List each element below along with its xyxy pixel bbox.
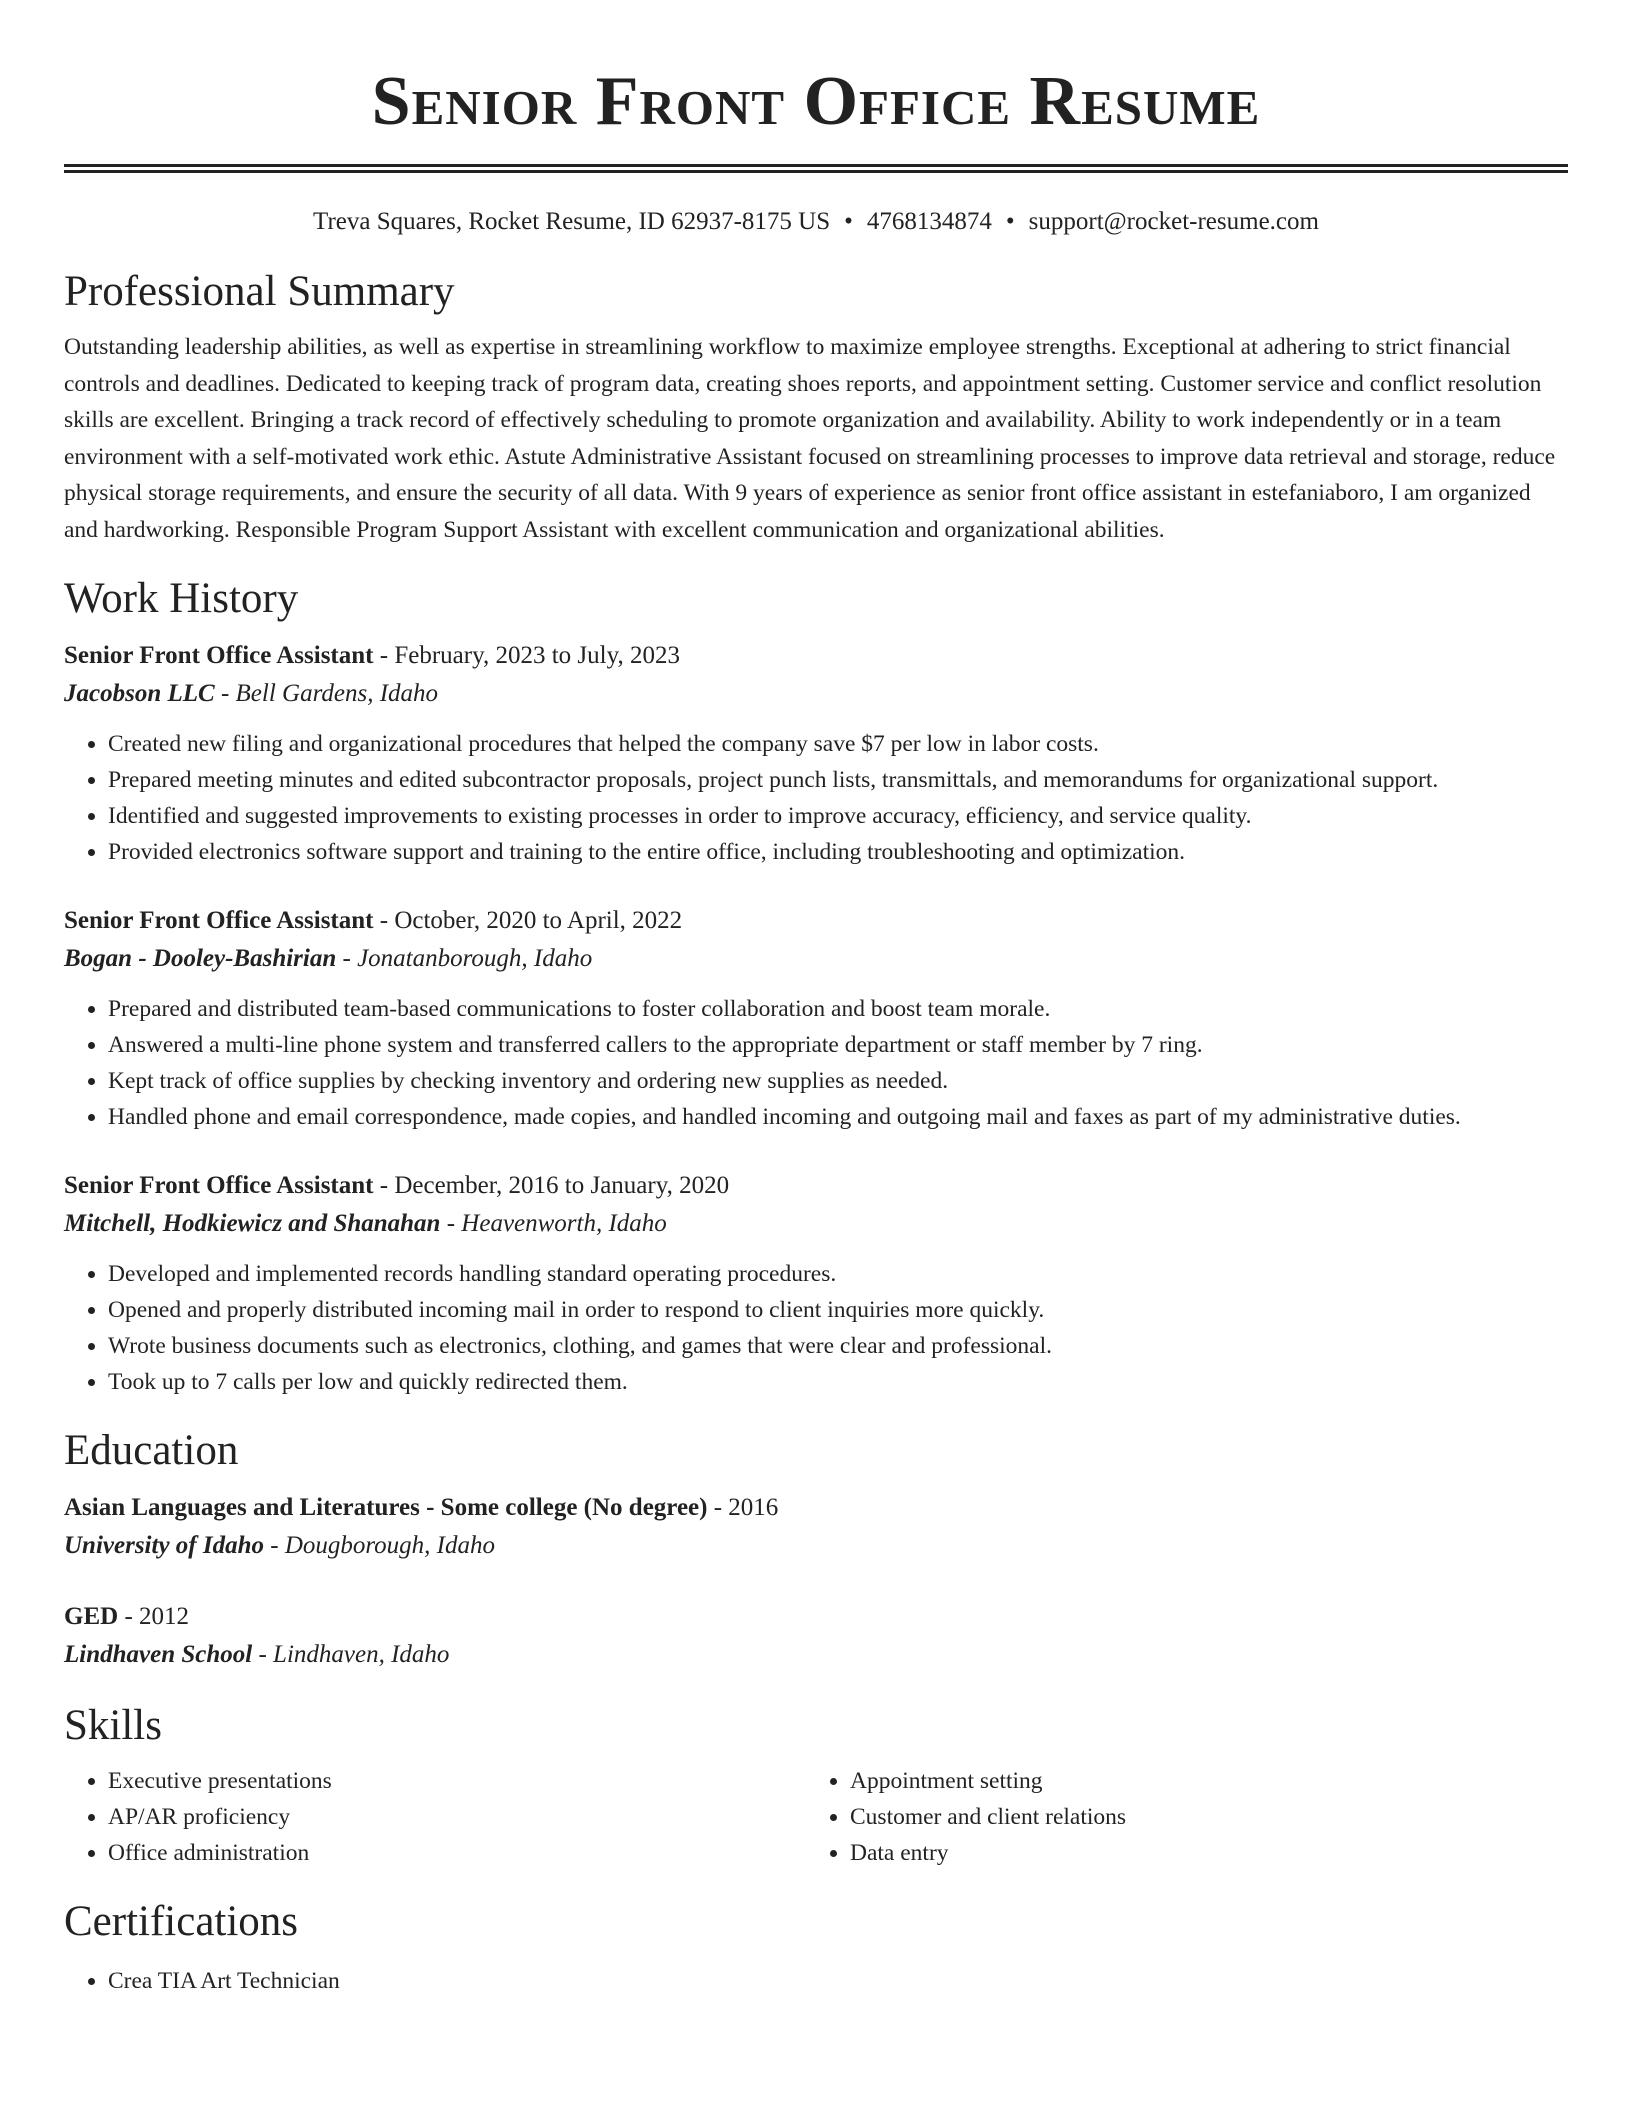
education-location: - Lindhaven, Idaho [252, 1641, 450, 1668]
job-title-line [64, 638, 1568, 674]
certification-item: • Crea TIA Art Technician [108, 1963, 1568, 1999]
education-heading: Education [64, 1427, 239, 1474]
certifications-list [64, 1963, 1568, 1999]
job-duty: • Prepared and distributed team-based communications to foster collaboration and boost team morale. [108, 991, 1568, 1027]
education-degree-line [64, 1490, 1568, 1526]
skill-item: • Office administration [108, 1835, 806, 1871]
contact-separator: • [844, 208, 853, 235]
education-year: - 2016 [707, 1494, 779, 1521]
job-title-line [64, 1168, 1568, 1204]
title-divider [64, 164, 1568, 173]
skill-item: • Customer and client relations [850, 1799, 1548, 1835]
skills-column-right [806, 1763, 1548, 1871]
skills-heading: Skills [64, 1702, 162, 1749]
job-dates: - December, 2016 to January, 2020 [373, 1172, 730, 1199]
contact-email: support@rocket-resume.com [1028, 208, 1319, 235]
contact-address: Treva Squares, Rocket Resume, ID 62937-8175 US [313, 208, 831, 235]
contact-line [64, 205, 1568, 239]
work-history-heading: Work History [64, 575, 299, 622]
job-company: Mitchell, Hodkiewicz and Shanahan [64, 1210, 441, 1237]
skills-column-left [64, 1763, 806, 1871]
job-entry [64, 903, 1568, 1135]
education-school: Lindhaven School [64, 1641, 253, 1668]
job-duty: • Developed and implemented records handling standard operating procedures. [108, 1256, 1568, 1292]
summary-heading: Professional Summary [64, 268, 455, 315]
job-dates: - October, 2020 to April, 2022 [373, 907, 683, 934]
job-entry [64, 1168, 1568, 1400]
job-duties [64, 991, 1568, 1135]
job-duty: • Provided electronics software support and training to the entire office, including troubleshooting and optimization. [108, 834, 1568, 870]
job-duty: • Handled phone and email correspondence, made copies, and handled incoming and outgoing mail and faxes as part of my administrative duties. [108, 1099, 1568, 1135]
job-duty: • Kept track of office supplies by checking inventory and ordering new supplies as needed. [108, 1063, 1568, 1099]
job-location: - Heavenworth, Idaho [440, 1210, 667, 1237]
resume-title: Senior Front Office Resume [371, 63, 1261, 140]
job-duty: • Wrote business documents such as electronics, clothing, and games that were clear and professional. [108, 1328, 1568, 1364]
job-title: Senior Front Office Assistant [64, 907, 374, 934]
job-duty: • Prepared meeting minutes and edited subcontractor proposals, project punch lists, transmittals, and memorandums for organizational support. [108, 762, 1568, 798]
job-duty: • Took up to 7 calls per low and quickly redirected them. [108, 1364, 1568, 1400]
job-duty: • Identified and suggested improvements to existing processes in order to improve accuracy, efficiency, and service quality. [108, 798, 1568, 834]
skills-list [64, 1763, 1568, 1871]
job-company-line [64, 1204, 1568, 1244]
job-title: Senior Front Office Assistant [64, 1172, 374, 1199]
education-school-line [64, 1635, 1568, 1675]
education-school: University of Idaho [64, 1532, 264, 1559]
job-duty: • Answered a multi-line phone system and transferred callers to the appropriate department or staff member by 7 ring. [108, 1027, 1568, 1063]
job-duty: • Created new filing and organizational procedures that helped the company save $7 per low in labor costs. [108, 726, 1568, 762]
skill-item: • Appointment setting [850, 1763, 1548, 1799]
job-title: Senior Front Office Assistant [64, 642, 374, 669]
job-company-line [64, 674, 1568, 714]
job-company: Bogan - Dooley-Bashirian [64, 945, 337, 972]
job-duties [64, 1256, 1568, 1400]
certifications-heading: Certifications [64, 1898, 299, 1945]
skill-item: • AP/AR proficiency [108, 1799, 806, 1835]
job-entry [64, 638, 1568, 870]
contact-separator: • [1005, 208, 1015, 235]
education-degree: Asian Languages and Literatures - Some college (No degree) [64, 1494, 708, 1521]
education-entry [64, 1599, 1568, 1675]
education-school-line [64, 1526, 1568, 1566]
job-location: - Jonatanborough, Idaho [336, 945, 593, 972]
skill-item: • Data entry [850, 1835, 1548, 1871]
job-company-line [64, 939, 1568, 979]
job-company: Jacobson LLC [64, 680, 215, 707]
education-location: - Dougborough, Idaho [264, 1532, 496, 1559]
job-dates: - February, 2023 to July, 2023 [373, 642, 680, 669]
job-duties [64, 726, 1568, 870]
summary-text: Outstanding leadership abilities, as well as expertise in streamlining workflow to maximize employee strengths. Exceptional at adhering to strict financial controls and deadlines. Dedicated to keeping track of program data, creating shoes reports, and appointment setting. Customer service and conflict resolution skills are excellent. Bringing a track record of effectively scheduling to promote organization and availability. Ability to work independently or in a team environment with a self-motivated work ethic. Astute Administrative Assistant focused on streamlining processes to improve data retrieval and storage, reduce physical storage requirements, and ensure the security of all data. With 9 years of experience as senior front office assistant in estefaniaboro, I am organized and hardworking. Responsible Program Support Assistant with excellent communication and organizational abilities. [64, 334, 1556, 543]
job-title-line [64, 903, 1568, 939]
job-duty: • Opened and properly distributed incoming mail in order to respond to client inquiries more quickly. [108, 1292, 1568, 1328]
education-degree: GED [64, 1603, 119, 1630]
contact-phone: 4768134874 [866, 208, 992, 235]
job-location: - Bell Gardens, Idaho [214, 680, 439, 707]
education-entry [64, 1490, 1568, 1566]
resume-page [64, 0, 1568, 1999]
education-degree-line [64, 1599, 1568, 1635]
education-year: - 2012 [118, 1603, 190, 1630]
skill-item: • Executive presentations [108, 1763, 806, 1799]
